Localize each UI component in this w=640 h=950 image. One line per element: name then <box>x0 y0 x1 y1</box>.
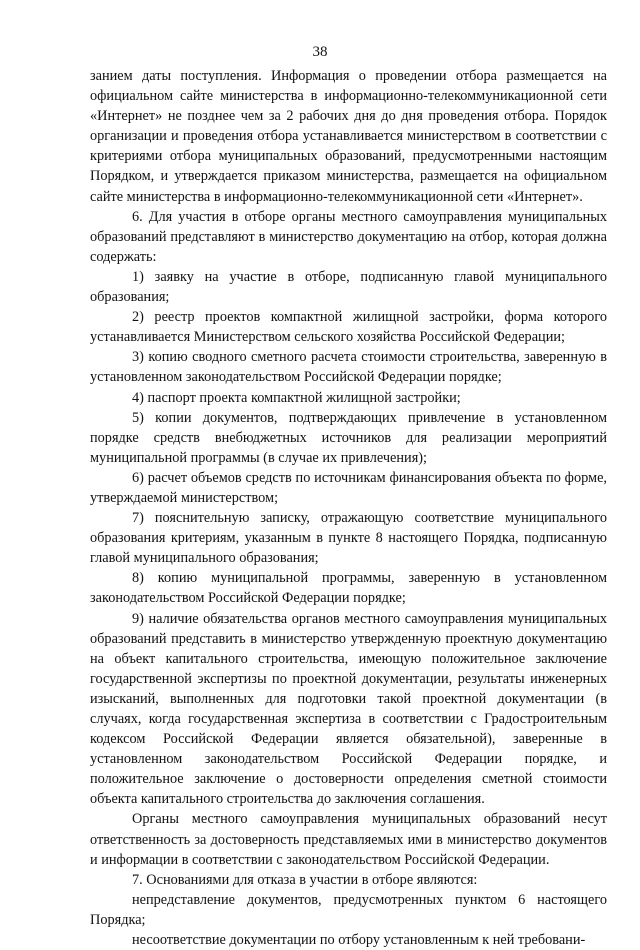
page-number: 38 <box>312 44 328 60</box>
list-item-4: 4) паспорт проекта компактной жилищной застройки; <box>132 389 461 406</box>
list-item-2: 2) реестр проектов компактной жилищной застройки, форма которого устанавливается Министерством сельского хозяйства Российской Федерации; <box>90 309 607 346</box>
refusal-reason-2: несоответствие документации по отбору установленным к ней требовани- <box>132 932 586 949</box>
document-body <box>90 66 607 950</box>
list-item-7: 7) пояснительную записку, отражающую соответствие муниципального образования критериям, указанным в пункте 8 настоящего Порядка, подписанную главой муниципального образования; <box>90 510 607 567</box>
list-item-8: 8) копию муниципальной программы, заверенную в установленном законодательством Российской Федерации порядке; <box>90 570 607 607</box>
list-item-5: 5) копии документов, подтверждающих привлечение в установленном порядке средств внебюджетных источников для реализации мероприятий муниципальной программы (в случае их привлечения); <box>90 409 607 466</box>
refusal-reason-1: непредставление документов, предусмотренных пунктом 6 настоящего Порядка; <box>90 891 607 928</box>
list-item-6: 6) расчет объемов средств по источникам финансирования объекта по форме, утверждаемой министерством; <box>90 469 607 506</box>
list-item-3: 3) копию сводного сметного расчета стоимости строительства, заверенную в установленном законодательством Российской Федерации порядке; <box>90 349 607 386</box>
paragraph-item-7: 7. Основаниями для отказа в участии в отборе являются: <box>132 871 478 888</box>
paragraph-responsibility: Органы местного самоуправления муниципальных образований несут ответственность за достоверность представляемых ими в министерство документов и информации в соответствии с законодательством Российской Федерации. <box>90 811 607 868</box>
list-item-9: 9) наличие обязательства органов местного самоуправления муниципальных образований представить в министерство утвержденную проектную документацию на объект капитального строительства, имеющую положительное заключение государственной экспертизы по проектной документации, результаты инженерных изысканий, выполненных для подготовки такой проектной документации (в случаях, когда государственная экспертиза в соответствии с Градостроительным кодексом Российской Федерации является обязательной), заверенные в установленном законодательством Российской Федерации порядке, и положительное заключение о достоверности определения сметной стоимости объекта капитального строительства до заключения соглашения. <box>90 610 607 808</box>
list-item-1: 1) заявку на участие в отборе, подписанную главой муниципального образования; <box>90 268 607 306</box>
paragraph-continuation: занием даты поступления. Информация о проведении отбора размещается на официальном сайте министерства в информационно-телекоммуникационной сети «Интернет» не позднее чем за 2 рабочих дня до дня проведения отбора. Порядок организации и проведения отбора устанавливается министерством в соответствии с критериями отбора муниципальных образований, предусмотренными настоящим Порядком, и утверждается приказом министерства, размещается на официальном сайте министерства в информационно-телекоммуникационной сети «Интернет». <box>90 68 607 205</box>
paragraph-item-6: 6. Для участия в отборе органы местного самоуправления муниципальных образований представляют в министерство документацию на отбор, которая должна содержать: <box>90 208 607 265</box>
